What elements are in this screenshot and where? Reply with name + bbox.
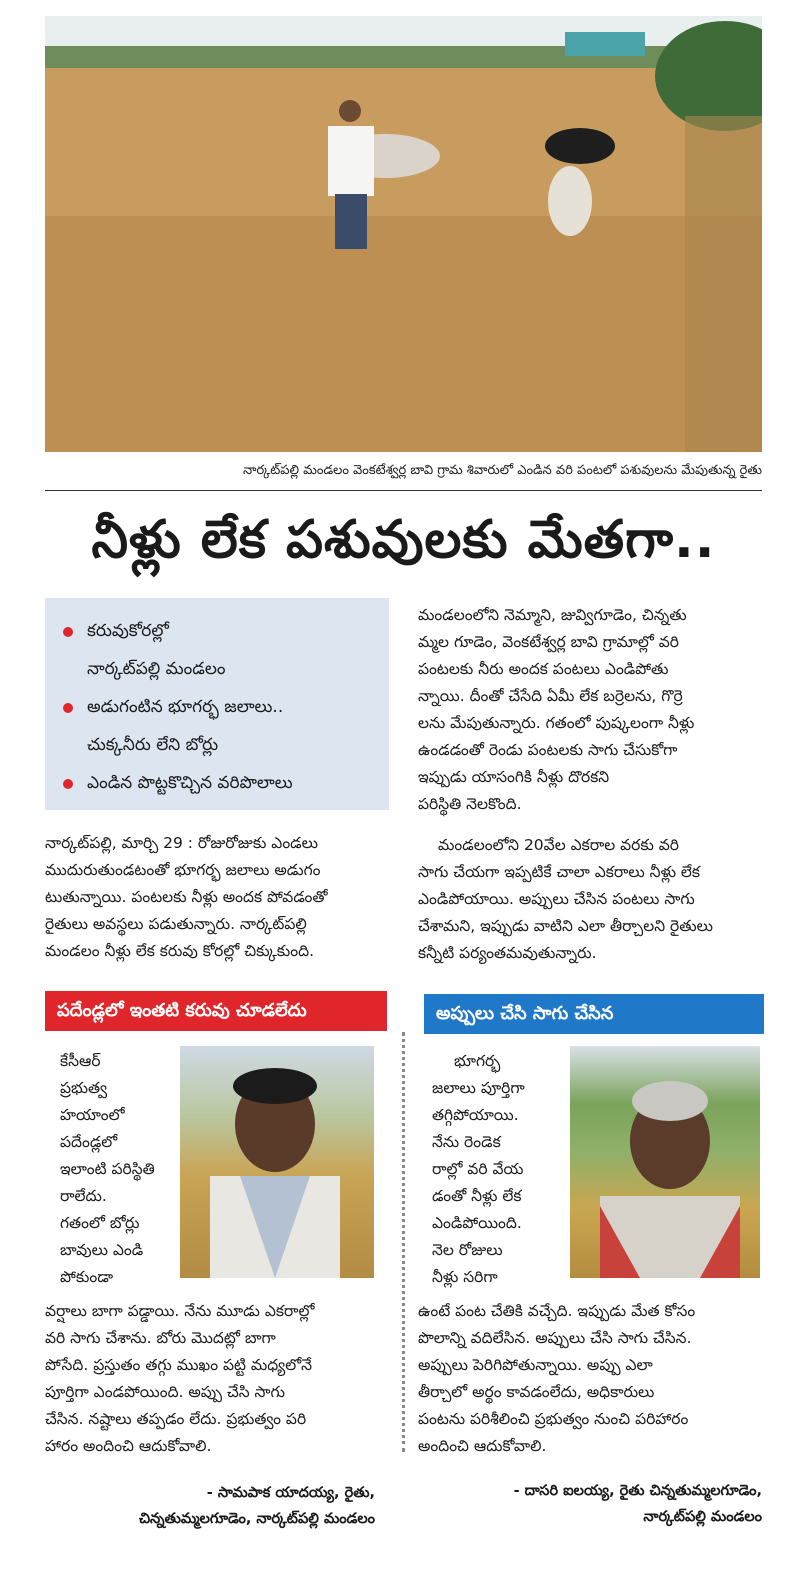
- text-line: బావులు ఎండి: [60, 1241, 144, 1259]
- highlight-item: అడుగంటిన భూగర్భ జలాలు..: [63, 688, 389, 726]
- text-line: చేశామని, ఇప్పుడు వాటిని ఎలా తీర్చాలని రైతులు: [418, 917, 713, 935]
- page-title: నీళ్లు లేక పశువులకు మేతగా..: [91, 510, 716, 570]
- caption-divider: [45, 490, 762, 491]
- right-signature: [418, 1478, 762, 1530]
- text-line: సాగు చేయగా ఇప్పటికే చాలా ఎకరాలు నీళ్లు లేక: [418, 863, 701, 881]
- text-line: తగ్గిపోయాయి.: [432, 1106, 519, 1124]
- text-line: ఉంటే పంట చేతికి వచ్చేది. ఇప్పుడు మేత కోసం: [418, 1302, 696, 1320]
- text-line: పరిస్థితి నెలకొంది.: [418, 795, 522, 813]
- highlight-item: కరువుకోరల్లో: [63, 612, 389, 650]
- text-line: ముదురుతుండటంతో భూగర్భ జలాలు అడుగం: [45, 861, 321, 879]
- text-line: ఎండిపోయింది.: [432, 1214, 522, 1232]
- text-line: నెల రోజులు: [432, 1241, 503, 1259]
- left-signature: [45, 1480, 375, 1532]
- text-line: న్నాయి. దీంతో చేసేది ఏమీ లేక బర్రెలను, గొర్రె: [418, 687, 683, 705]
- signature-line: నార్కట్‌పల్లి మండలం: [643, 1509, 762, 1525]
- lead-paragraph: [45, 830, 389, 965]
- text-line: కేసీఆర్: [60, 1052, 101, 1070]
- text-line: అందించి ఆదుకోవాలి.: [418, 1437, 547, 1455]
- text-line: రాల్లో వరి వేయ: [432, 1160, 524, 1178]
- left-quote-narrow: [60, 1048, 172, 1291]
- text-line: మండలంలోని నెమ్మాని, జువ్విగూడెం, చిన్నతు: [418, 606, 687, 624]
- text-line: భూగర్భ: [454, 1052, 501, 1070]
- text-line: పోకుండా: [60, 1268, 114, 1286]
- text-line: మ్మల గూడెం, వెంకటేశ్వర్ల బావి గ్రామాల్లో వరి: [418, 633, 679, 651]
- text-line: హయాంలో: [60, 1106, 125, 1124]
- right-quote-full: [418, 1298, 762, 1460]
- left-quote-full: [45, 1298, 375, 1460]
- text-line: నేను రెండెక: [432, 1133, 501, 1151]
- signature-line: - సామపాక యాదయ్య, రైతు,: [206, 1485, 375, 1501]
- text-line: రైతులు అవస్థలు పడుతున్నారు. నార్కట్‌పల్లి: [45, 915, 307, 933]
- text-line: టుతున్నాయి. పంటలకు నీళ్లు అందక పోవడంతో: [45, 888, 328, 906]
- signature-line: - దాసరి ఐలయ్య, రైతు చిన్నతుమ్మలగూడెం,: [513, 1483, 762, 1499]
- right-box-title: అప్పులు చేసి సాగు చేసిన: [424, 994, 764, 1034]
- text-line: నార్కట్‌పల్లి, మార్చి 29 : రోజురోజుకు ఎండలు: [45, 834, 318, 852]
- text-line: పంటను పరిశీలించి ప్రభుత్వం నుంచి పరిహారం: [418, 1410, 689, 1428]
- text-line: మండలంలోని 20వేల ఎకరాల వరకు వరి: [438, 836, 679, 854]
- text-line: ఇలాంటి పరిస్థితి: [60, 1160, 155, 1178]
- text-line: వర్షాలు బాగా పడ్డాయి. నేను మూడు ఎకరాల్లో: [45, 1302, 315, 1320]
- text-line: పోసేది. ప్రస్తుతం తగ్గు ముఖం పట్టి మధ్యలోనే: [45, 1356, 313, 1374]
- main-photo: [45, 16, 762, 452]
- photo-caption: నార్కట్‌పల్లి మండలం వెంకటేశ్వర్ల బావి గ్రామ శివారులో ఎండిన వరి పంటలో పశువులను మేపుతున్న రైతు: [243, 463, 762, 478]
- text-line: లను మేపుతున్నారు. గతంలో పుష్కలంగా నీళ్లు: [418, 714, 695, 732]
- text-line: ఎండిపోయాయి. అప్పులు చేసిన పంటలు సాగు: [418, 890, 695, 908]
- field-illustration: [45, 16, 762, 452]
- text-line: ఉండడంతో రెండు పంటలకు సాగు చేసుకోగా: [418, 741, 678, 759]
- text-line: ఇప్పుడు యాసంగికి నీళ్లు దొరకని: [418, 768, 610, 786]
- text-line: జలాలు పూర్తిగా: [432, 1079, 525, 1097]
- left-box-title: పదేండ్లలో ఇంతటి కరువు చూడలేదు: [45, 991, 387, 1031]
- text-line: ప్రభుత్వ: [60, 1079, 108, 1097]
- text-line: వరి సాగు చేశాను. బోరు మొదట్లో బాగా: [45, 1329, 276, 1347]
- highlight-item: నార్కట్‌పల్లి మండలం: [87, 659, 226, 679]
- text-line: గతంలో బోర్లు: [60, 1214, 140, 1232]
- signature-line: చిన్నతుమ్మలగూడెం, నార్కట్‌పల్లి మండలం: [138, 1511, 375, 1527]
- text-line: రాలేదు.: [60, 1187, 107, 1205]
- text-line: డంతో నీళ్లు లేక: [432, 1187, 522, 1205]
- right-paragraph-2: [418, 832, 762, 967]
- right-paragraph-1: [418, 602, 762, 818]
- highlight-item: ఎండిన పొట్టకొచ్చిన వరిపొలాలు: [63, 764, 389, 802]
- text-line: నీళ్లు సరిగా: [432, 1268, 498, 1286]
- column-separator: [402, 1032, 405, 1452]
- text-line: కన్నీటి పర్యంతమవుతున్నారు.: [418, 944, 597, 962]
- text-line: పదేండ్లలో: [60, 1133, 118, 1151]
- right-quote-narrow: [432, 1048, 562, 1291]
- text-line: తీర్చాలో అర్థం కావడంలేదు, అధికారులు: [418, 1383, 655, 1401]
- text-line: మండలం నీళ్లు లేక కరువు కోరల్లో చిక్కుకుంది.: [45, 942, 314, 960]
- farmer-portrait-right: [570, 1046, 760, 1278]
- text-line: చేసిన. నష్టాలు తప్పడం లేదు. ప్రభుత్వం పరి: [45, 1410, 307, 1428]
- highlight-item: చుక్కనీరు లేని బోర్లు: [87, 735, 219, 755]
- text-line: పొలాన్ని వదిలేసిన. అప్పులు చేసి సాగు చేసిన.: [418, 1329, 692, 1347]
- text-line: అప్పులు పెరిగిపోతున్నాయి. అప్పు ఎలా: [418, 1356, 653, 1374]
- highlights-box: [45, 598, 389, 810]
- text-line: పంటలకు నీరు అందక పంటలు ఎండిపోతు: [418, 660, 669, 678]
- text-line: పూర్తిగా ఎండపోయింది. అప్పు చేసి సాగు: [45, 1383, 285, 1401]
- text-line: హారం అందించి ఆదుకోవాలి.: [45, 1437, 212, 1455]
- farmer-portrait-left: [180, 1046, 374, 1278]
